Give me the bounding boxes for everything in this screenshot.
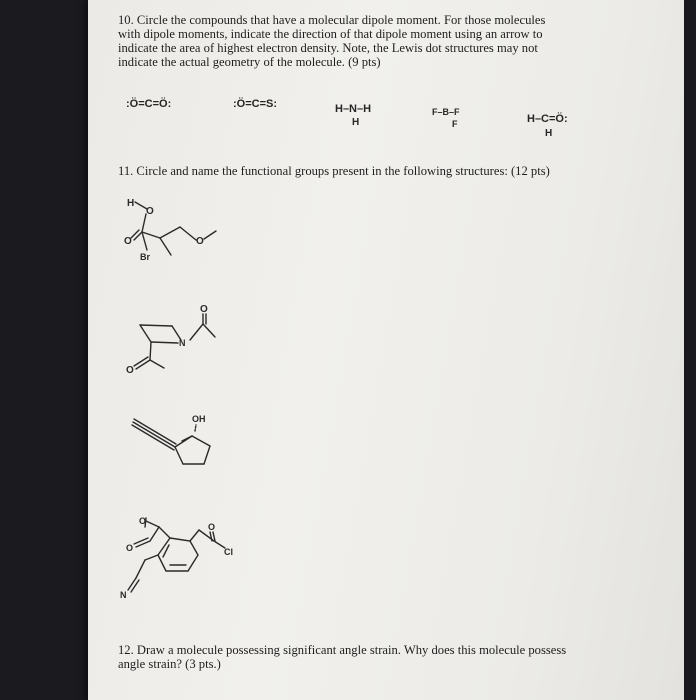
atom-label-o: O [196,236,204,247]
atom-label-o: O [124,236,132,247]
atom-label-o: O [139,516,147,526]
structure-2 [134,314,215,369]
molecule-nh3-h: H [352,117,360,128]
atom-label-br: Br [140,252,151,262]
question-10-text: 10. Circle the compounds that have a molecular dipole moment. For those molecules with dipole moments, indicate the direction of that dipole moment using an arrow to indicate the area of highest electron density. Note, the Lewis dot structures may not indicate the actual geometry of the molecule. (9 pts) [118,13,546,69]
molecule-bf3: F–B–F [432,107,460,117]
atom-label-o: O [146,206,154,217]
atom-label-o: O [126,365,134,376]
atom-label-o: O [208,522,216,532]
molecule-co2: :Ö=C=Ö: [126,98,172,110]
structure-3 [132,419,210,464]
atom-label-h: H [127,198,135,209]
question-11-text: 11. Circle and name the functional groups present in the following structures: (12 pts) [118,164,550,178]
atom-label-n: N [179,338,186,348]
atom-label-o: O [126,543,134,553]
molecule-formaldehyde-h: H [545,128,553,139]
structure-1 [131,202,216,255]
molecule-nh3: H–N–H [335,103,372,115]
molecule-formaldehyde: H–C=Ö: [527,113,568,125]
molecule-bf3-f: F [452,119,458,129]
atom-label-n: N [120,590,127,600]
question-12-text: 12. Draw a molecule possessing significant angle strain. Why does this molecule possess angle strain? (3 pts.) [118,643,567,671]
atom-label-o: O [200,304,208,315]
molecule-ocs: :Ö=C=S: [233,98,278,110]
atom-label-cl: Cl [224,547,233,557]
atom-label-oh: OH [192,414,206,424]
